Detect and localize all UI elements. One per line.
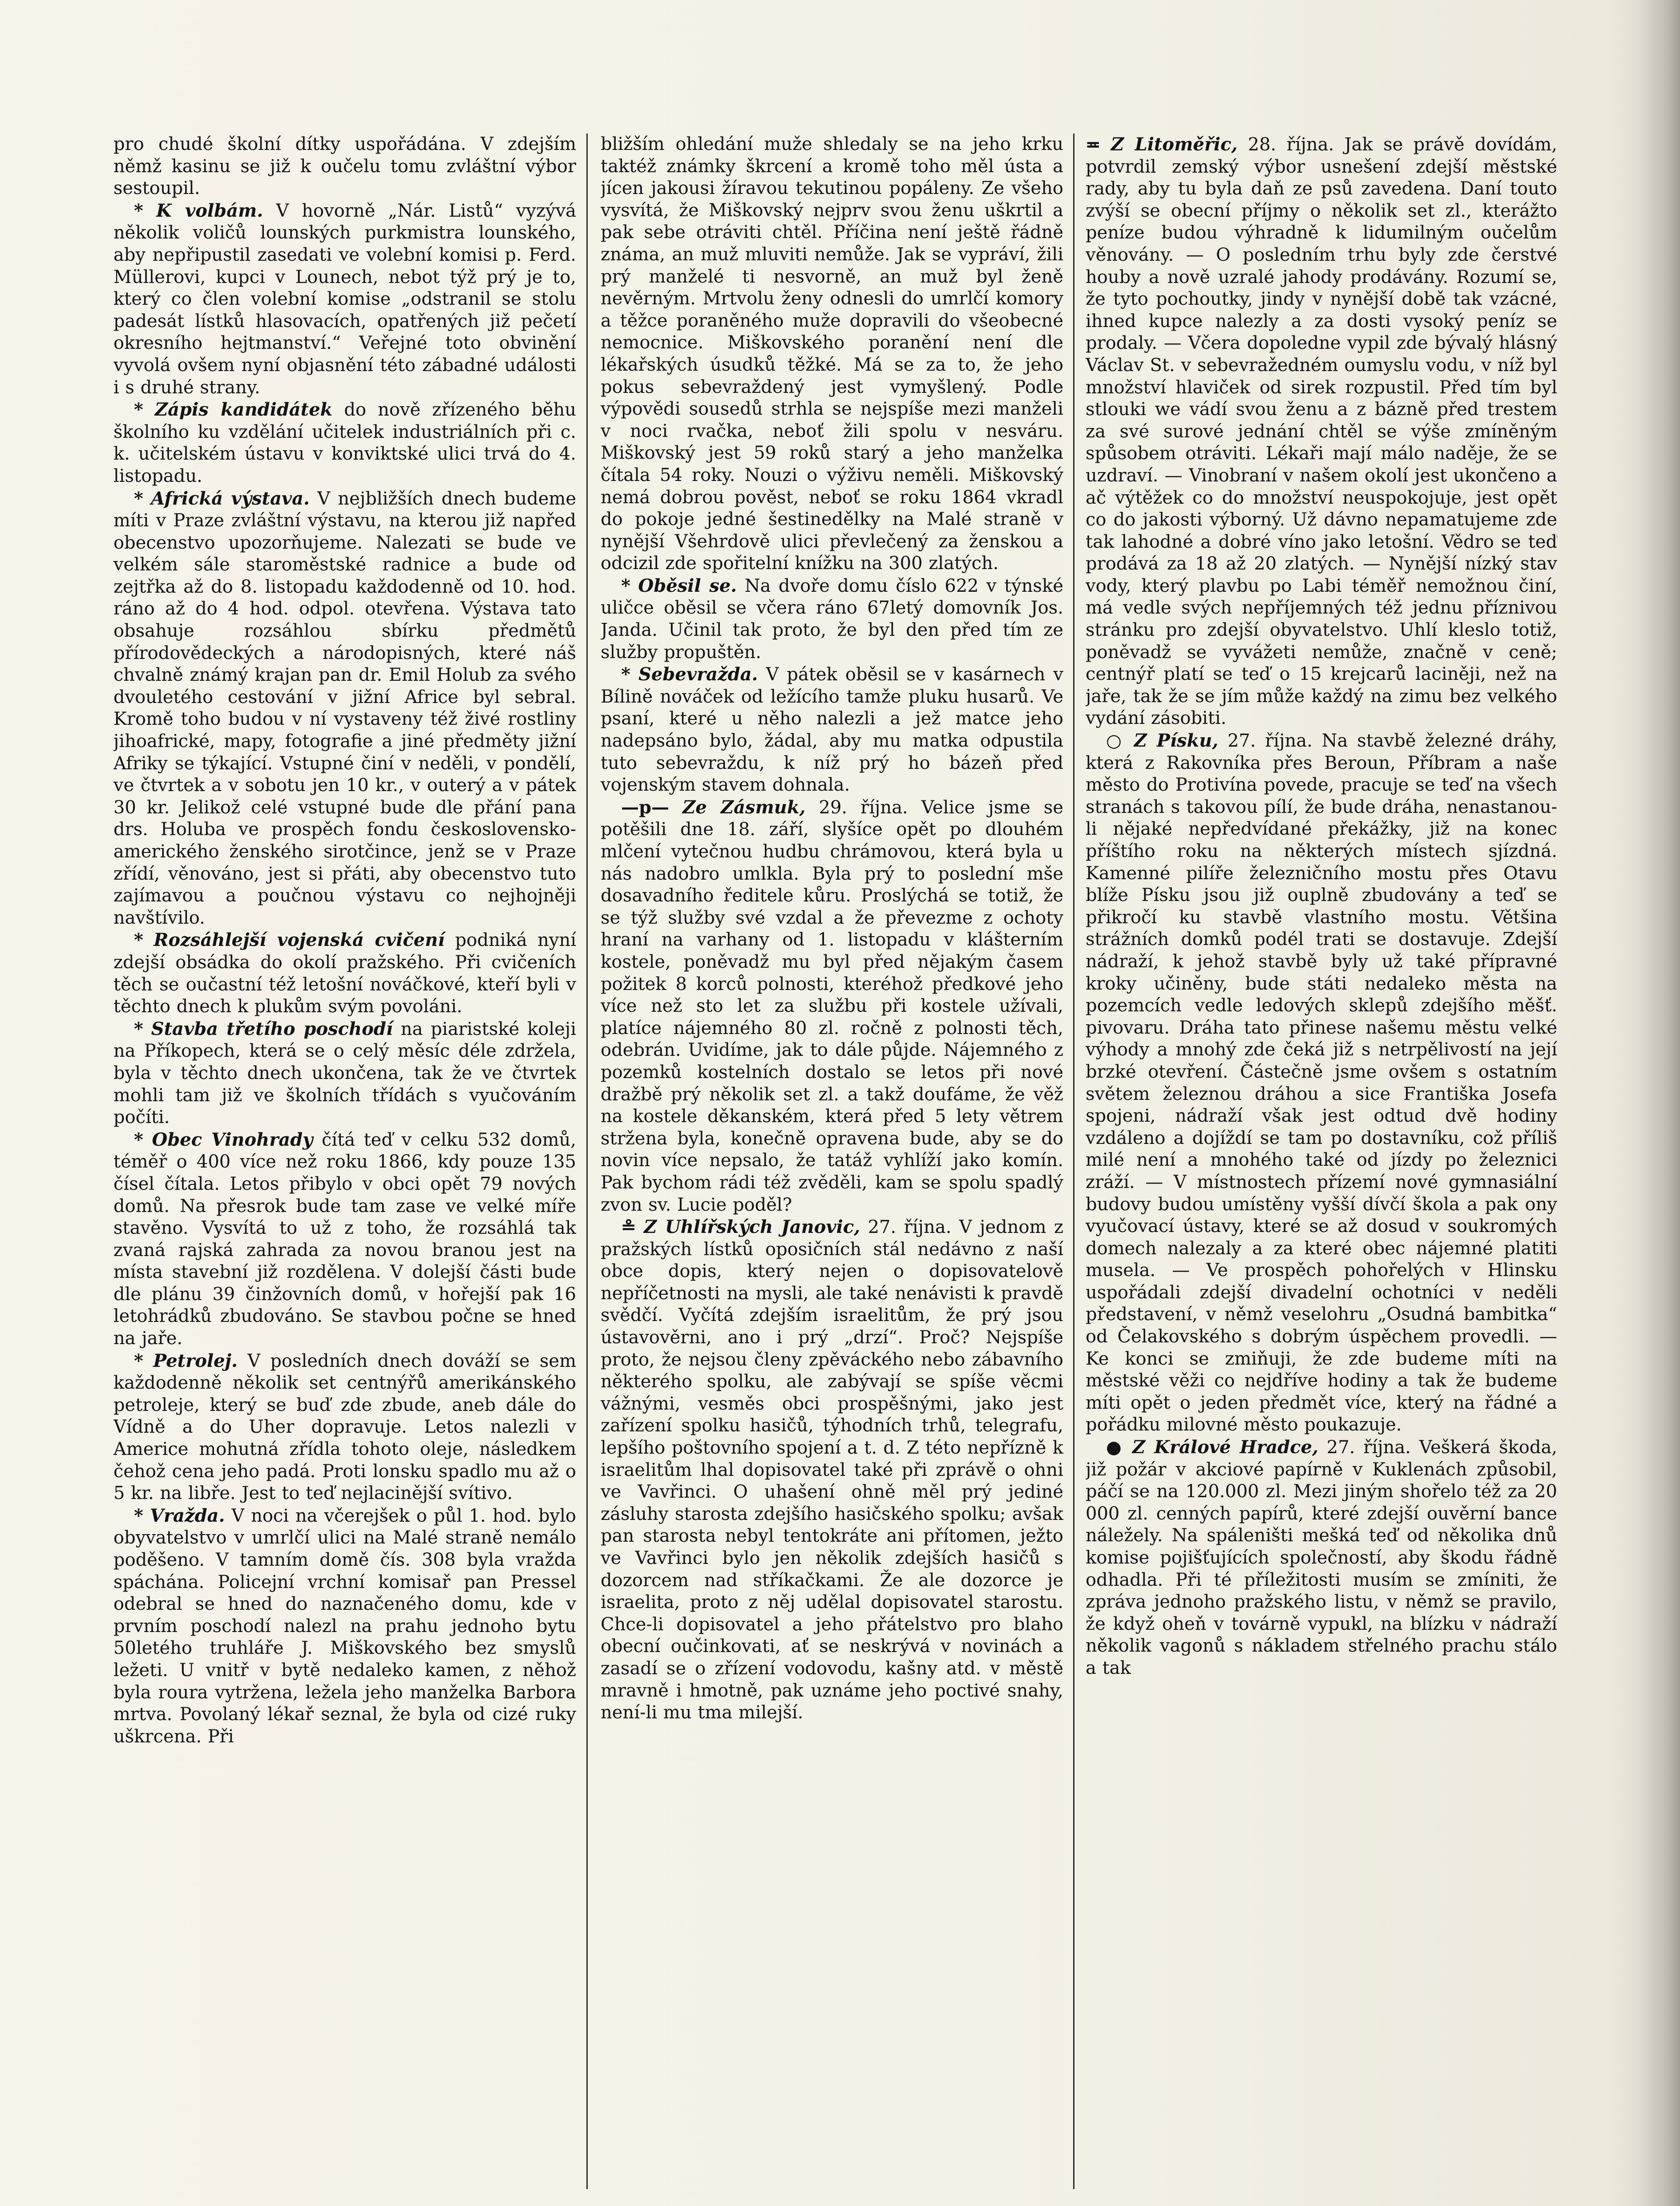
article-heading: Z Písku, [1134,730,1219,751]
article-mark: * [134,200,143,221]
article [1086,1436,1557,1680]
article-text: Na dvoře domu číslo 622 v týnské uličce oběsil se včera ráno 67letý domovník Jos. Janda. Učinil tak proto, že byl den před tím ze služby propuštěn. [601,575,1063,663]
article-mark: ○ [1106,730,1125,751]
article-mark: * [134,1505,143,1526]
article-heading: Africká výstava. [151,488,310,509]
article-mark: * [621,664,630,685]
article-mark: * [134,929,143,951]
article-heading: Vražda. [149,1505,225,1526]
article-text: V pátek oběsil se v kasárnech v Bílině nováček od ležícího tamže pluku husarů. Ve psaní, které u něho nalezli a jež matce jeho nadepsáno bylo, žádal, aby mu matka odpustila tuto sebevraždu, k níž prý ho bázeň před vojenským stavem dohnala. [601,664,1063,796]
article-heading: Petrolej. [153,1350,238,1371]
article [601,1216,1063,1724]
article-text: čítá teď v celku 532 domů, téměř o 400 více než roku 1866, kdy pouze 135 čísel čítala. Letos přibylo v obci opět 79 nových domů. Na přesrok bude tam zase ve velké míře stavěno. Vysvítá to už z toho, že rozsáhlá tak zvaná rajská zahrada za novou branou jest na místa stavební již rozdělena. V dolejší části bude dle plánu 39 činžovních domů, v hořejší pak 16 letohrádků zbudováno. Se stavbou počne se hned na jaře. [113,1129,576,1349]
article-mark: * [134,399,143,420]
article-text: V hovorně „Nár. Listů“ vyzývá několik voličů lounských purkmistra lounského, aby nepřipustil zasedati ve volební komisi p. Ferd. Müllerovi, kupci v Lounech, nebot týž prý je to, který co člen volební komise „odstranil se stolu padesát lístků hlasovacích, opatřených již pečetí okresního hejtmanství.“ Veřejné toto obvinění vyvolá ovšem nyní objasnění této zábadné události i s druhé strany. [113,200,576,398]
article [601,575,1063,663]
article-mark: * [134,488,143,509]
column-2 [601,133,1063,2189]
article-text: V noci na včerejšek o půl 1. hod. bylo obyvatelstvo v umrlčí ulici na Malé straně nemálo poděšeno. V tamním domě čís. 308 byla vražda spáchána. Policejní vrchní komisař pan Pressel odebral se hned do naznačeného domu, kde v prvním poschodí nalezl na prahu jednoho bytu 50letého truhláře J. Miškovského bez smyslů ležeti. U vnitř v bytě nedaleko kamen, z něhož byla roura vytržena, ležela jeho manželka Barbora mrtva. Povolaný lékař seznal, že byla od cizé ruky uškrcena. Při [113,1505,576,1747]
article-text: pro chudé školní dítky uspořádána. V zdejším němž kasinu se již k oučelu tomu zvláštní výbor sestoupil. [113,134,576,199]
article-text: bližším ohledání muže shledaly se na jeho krku taktéž známky škrcení a kromě toho měl ústa a jícen jakousi žíravou tekutinou popáleny. Ze všeho vysvítá, že Miškovský nejprv svou ženu uškrtil a pak sebe otráviti chtěl. Příčina není ještě řádně známa, an muž mluviti nemůže. Jak se vypráví, žili prý manželé ti nesvorně, an muž byl ženě nevěrným. Mrtvolu ženy odnesli do umrlčí komory a těžce poraněného muže dopravili do všeobecné nemocnice. Miškovského poranění není dle lékařských úsudků těžké. Má se za to, že jeho pokus sebevraždený jest vymyšlený. Podle výpovědi sousedů strhla se nejspíše mezi manželi v noci rvačka, neboť žili spolu v nesváru. Miškovský jest 59 roků starý a jeho manželka čítala 54 roky. Nouzi o výživu neměli. Miškovský nemá dobrou pověst, neboť se roku 1864 vkradl do pokoje jedné šestinedělky na Malé straně v nynější Všehrdově ulici převlečený za ženskou a odcizil zde spořitelní knížku na 300 zlatých. [601,134,1063,574]
article [601,133,1063,575]
article-mark: ● [1106,1437,1124,1458]
article-mark: ≖ [1086,134,1101,155]
article-heading: Rozsáhlejší vojenská cvičení [153,929,445,951]
article [113,1505,576,1748]
article-text: 29. října. Velice jsme se potěšili dne 18. září, slyšíce opět po dlouhém mlčení vytečnou hudbu chrámovou, která byla u nás nadobro umlkla. Byla prý to poslední mše dosavadního ředitele kůru. Proslýchá se totiž, že se týž služby své vzdal a že převezme z ochoty hraní na varhany od 1. listopadu v klášterním kostele, poněvadž mu byl před nějakým časem požitek 8 korců polnosti, kteréhož předkové jeho více než sto let za službu při kostele užívali, platíce nájemného 80 zl. ročně z polnosti těch, odebrán. Uvidíme, jak to dále půjde. Nájemného z pozemků kostelních dostalo se letos při nové dražbě prý několik set zl. a takž doufáme, že věž na kostele děkanském, která před 5 lety větrem stržena byla, konečně opravena bude, aby se do novin více nepsalo, že tatáž vyhlíží jako komín. Pak bychom rádi též zvěděli, kam se spolu spadlý zvon sv. Lucie poděl? [601,797,1063,1215]
article [1086,133,1557,730]
article-text: V posledních dnech dováží se sem každodenně několik set centnýřů amerikánského petroleje, který se buď zde zbude, aneb dále do Vídně a do Uher dopravuje. Letos nalezli v Americe mohutná zřídla tohoto oleje, následkem čehož cena jeho padá. Proti lonsku spadlo mu až o 5 kr. na libře. Jest to teď nejlacinější svítivo. [113,1350,576,1504]
article-heading: Z Králové Hradce, [1132,1437,1319,1458]
article-heading: Stavba třetího poschodí [151,1018,393,1039]
article-text: do nově zřízeného běhu školního ku vzdělání učitelek industriálních při c. k. učitelském ústavu v konviktské ulici trvá do 4. listopadu. [113,400,576,486]
article-heading: K volbám. [156,200,263,221]
column-divider-2 [1073,133,1074,2189]
article [1086,730,1557,1436]
column-divider-1 [586,133,588,2189]
column-1 [113,133,576,2189]
article [113,133,576,200]
article-text: podniká nyní zdejší obsádka do okolí pražského. Při cvičeních těch se oučastní též letošní nováčkové, kteří byli v těchto dnech k plukům svým povoláni. [113,930,576,1017]
article-heading: Ze Zásmuk, [682,796,806,818]
article-mark: ≗ [621,1216,636,1238]
article-text: V nejbližších dnech budeme míti v Praze zvláštní výstavu, na kterou již napřed obecenstvo upozorňujeme. Nalezati se bude ve velkém sále staroměstské radnice a bude od zejtřka až do 8. listopadu každodenně od 10. hod. ráno až do 4 hod. odpol. otevřena. Výstava tato obsahuje rozsáhlou sbírku předmětů přírodovědeckých a národopisných, které náš chvalně známý krajan pan dr. Emil Holub za svého dvouletého cestování v jižní Africe byl sebral. Kromě toho budou v ní vystaveny též živé rostliny jihoafrické, mapy, fotografie a jiné předměty jižní Afriky se týkající. Vstupné činí v neděli, v pondělí, ve čtvrtek a v sobotu jen 10 kr., v outerý a v pátek 30 kr. Jelikož celé vstupné bude dle přání pana drs. Holuba ve prospěch fondu československo-amerického ženského sirotčince, jenž se v Praze zřídí, věnováno, jest si přáti, aby obecenstvo tuto zajímavou a poučnou výstavu co nejhojněji navštívilo. [113,488,576,928]
article-heading: Z Uhlířských Janovic, [643,1216,860,1238]
article-mark: * [134,1129,143,1150]
column-3 [1086,133,1557,2189]
article [113,488,576,929]
article [113,1350,576,1505]
article [113,929,576,1018]
article [601,796,1063,1216]
article-mark: * [621,575,630,596]
article-heading: Sebevražda. [638,664,758,685]
article-text: 28. října. Jak se právě dovídám, potvrdil zemský výbor usnešení zdejší městské rady, aby tu byla daň ze psů zavedena. Daní touto zvýší se obecní příjmy o několik set zl., kterážto peníze budou výhradně k lidumilným oučelům věnovány. — O posledním trhu byly zde čerstvé houby a nově uzralé jahody prodávány. Rozumí se, že tyto pochoutky, jindy v nynější době tak vzácné, ihned kupce nalezly a za dosti vysoký peníz se prodaly. — Včera dopoledne vypil zde bývalý hlásný Václav St. v sebevražedném oumyslu vodu, v níž byl množství hlaviček od sirek rozpustil. Před tím byl stlouki we vádí svou ženu a z bázně před trestem za své surové jednání chtěl se výše zmíněným spůsobem otráviti. Lékaři mají málo naděje, že se uzdraví. — Vinobraní v našem okolí jest ukončeno a ač výtěžek co do množství neuspokojuje, jest opět co do jakosti výborný. Už dávno nepamatujeme zde tak lahodné a dobré víno jako letošní. Vědro se teď prodává za 18 až 20 zlatých. — Nynější nízký stav vody, který plavbu po Labi téměř nemožnou činí, má vedle svých nepříjemných též jednu příznivou stránku pro zdejší obyvatelstvo. Uhlí kleslo totiž, poněvadž se vyvážeti nemůže, značně v ceně; centnýř platí se teď o 15 krejcarů laciněji, než na jaře, tak že se jím může každý na zimu bez velkého vydání zásobiti. [1086,134,1557,729]
article [113,200,576,399]
article [113,1129,576,1350]
article-text: 27. října. Veškerá škoda, již požár v akciové papírně v Kuklenách způsobil, páčí se na 120.000 zl. Mezi jiným shořelo též za 20 000 zl. cenných papírů, které zdejší ouvěrní bance náležely. Na spáleništi mešká teď od několika dnů komise pojišťujících společností, aby škodu řádně odhadla. Při té příležitosti musím se zmíniti, že zpráva jednoho pražského listu, v němž se pravilo, že když oheň v továrně vypukl, na blízku v nádraží několik vagonů s nákladem střelného prachu stálo a tak [1086,1437,1557,1678]
article-heading: Zápis kandidátek [154,399,333,420]
article-heading: Oběsil se. [638,575,737,596]
article-mark: * [134,1350,143,1371]
article-mark: * [134,1018,143,1039]
article [601,663,1063,796]
article-heading: Obec Vinohrady [152,1129,313,1150]
page-edge-shadow [1640,0,1680,2206]
article-text: na piaristské koleji na Příkopech, která se o celý měsíc déle zdržela, byla v těchto dnech ukončena, tak že ve čtvrtek mohli tam již ve školních třídách s vyučováním počíti. [113,1018,576,1128]
article-heading: Z Litoměřic, [1111,134,1238,155]
article-mark: —p— [621,796,669,818]
article [113,399,576,487]
article-text: 27. října. Na stavbě železné dráhy, která z Rakovníka přes Beroun, Příbram a naše město do Protivína povede, pracuje se teď na všech stranách s takovou pílí, že bude dráha, nenastanou-li nějaké nepředvídané překážky, již na konec příštího roku na některých místech sjízdná. Kamenné pilíře železničního mostu přes Otavu blíže Písku jsou již ouplně zbudovány a teď se přikročí ku stavbě vlastního mostu. Většina strážních domků podél trati se dostavuje. Zdejší nádraží, k jehož stavbě byly už také přípravné kroky učiněny, bude státi nedaleko města na pozemcích vedle ledových sklepů zdejšího měšť. pivovaru. Dráha tato přinese našemu městu velké výhody a mnohý zde čeká již s netrpělivostí na její brzké otevření. Částečně jsme ovšem s ostatním světem železnou dráhou a sice Františka Josefa spojeni, nádraží však jest odtud dvě hodiny vzdáleno a dojíždí se tam po dostavníku, což příliš milé není a mnohého také od jízdy po železnici zráží. — V místnostech přízemí nové gymnasiální budovy budou umístěny vyšší dívčí škola a pak ony vyučovací ústavy, které se až dosud v soukromých domech nalezaly a za které obec nájemné platiti musela. — Ve prospěch pohořelých v Hlinsku uspořádali zdejší divadelní ochotníci v neděli představení, v němž veselohru „Osudná bambitka“ od Čelakovského s dobrým úspěchem provedli. — Ke konci se zmiňuji, že zde budeme míti na městské věži co nejdříve hodiny a tak že budeme míti opět o jeden předmět více, který na řádné a pořádku milovné město poukazuje. [1086,731,1557,1435]
article [113,1018,576,1129]
article-text: 27. října. V jednom z pražských lístků oposičních stál nedávno z naší obce dopis, který nejen o dopisovatelově nepříčetnosti na mysli, ale také nenávisti k pravdě svědčí. Vyčítá zdejším israelitům, že prý jsou ústavověrni, ano i prý „drzí“. Proč? Nejspíše proto, že nejsou členy zpěváckého nebo zábavního některého spolku, ale zabývají se spíše věcmi vážnými, vesměs obci prospěšnými, jako jest zařízení spolku hasičů, týhodních trhů, telegrafu, lepšího poštovního spojení a t. d. Z této nepřízně k israelitům lhal dopisovatel také při zprávě o ohni ve Vavřinci. O uhašení ohně měl prý jediné zásluhy starosta zdejšího hasičského spolku; avšak pan starosta nebyl tentokráte ani přítomen, ježto ve Vavřinci bylo jen několik zdejších hasičů s dozorcem nad stříkačkami. Že ale dozorce je israelita, proto z něj udělal dopisovatel starostu. Chce-li dopisovatel a jeho přátelstvo pro blaho obecní oučinkovati, ať se neskrývá v novinách a zasadí se o zřízení vodovodu, kašny atd. v městě mravně i hmotně, pak uznáme jeho poctivé snahy, není-li mu tma milejší. [601,1217,1063,1723]
